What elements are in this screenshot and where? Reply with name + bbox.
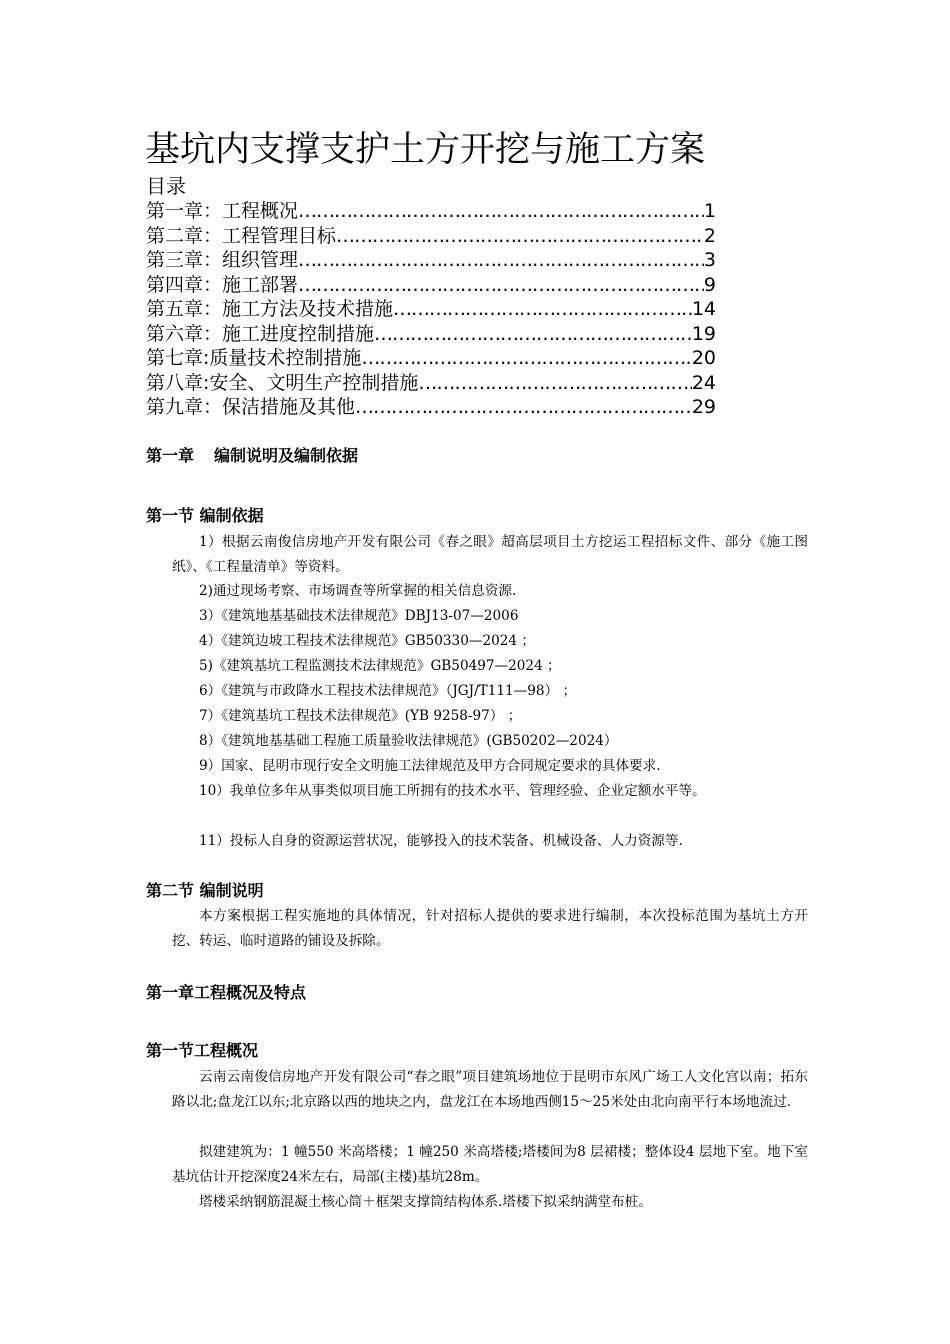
toc-page-number: 1 — [703, 200, 716, 222]
basis-item: 7）《建筑基坑工程技术法律规范》(YB 9258-97） ； — [199, 708, 522, 724]
section-heading: 第二节 编制说明 — [146, 881, 264, 900]
paragraph: 云南云南俊信房地产开发有限公司“春之眼”项目建筑场地位于昆明市东风广场工人文化宫以南；拓东路以北;盘龙江以东;北京路以西的地块之内，盘龙江在本场地西侧15～25米处由北向南平行本场地流过. — [172, 1069, 808, 1110]
basis-item: 9）国家、昆明市现行安全文明施工法律规范及甲方合同规定要求的具体要求. — [199, 758, 661, 774]
toc-item[interactable]: 第六章：施工进度控制措施 ……………………………………………………………………………………………………………… 19 — [146, 322, 716, 347]
basis-item: 2)通过现场考察、市场调查等所掌握的相关信息资源. — [199, 583, 517, 599]
basis-item: 3）《建筑地基基础技术法律规范》DBJ13-07—2006 — [199, 608, 519, 624]
basis-item: 1）根据云南俊信房地产开发有限公司《春之眼》超高层项目土方挖运工程招标文件、部分《施工图纸》、《工程量清单》等资料。 — [172, 534, 808, 575]
toc-leader-dots — [393, 297, 692, 322]
toc-item[interactable]: 第一章：工程概况 ……………………………………………………………………………………………………………… 1 — [146, 199, 716, 224]
toc-leader-dots — [298, 273, 704, 298]
basis-item: 10）我单位多年从事类似项目施工所拥有的技术水平、管理经验、企业定额水平等。 — [199, 783, 706, 799]
basis-item: 4）《建筑边坡工程技术法律规范》GB50330—2024 ； — [199, 633, 535, 649]
toc-item[interactable]: 第八章:安全、文明生产控制措施 ……………………………………………………………………………………………………………… 24 — [146, 371, 716, 396]
basis-item: 6）《建筑与市政降水工程技术法律规范》（JGJ/T111—98） ； — [199, 683, 577, 699]
toc-item[interactable]: 第五章：施工方法及技术措施 ……………………………………………………………………………………………………………… 14 — [146, 297, 716, 322]
section-heading: 第一节工程概况 — [146, 1041, 259, 1060]
toc-heading: 目录 — [146, 174, 186, 198]
toc-leader-dots — [361, 346, 691, 371]
toc-item[interactable]: 第九章：保洁措施及其他 ……………………………………………………………………………………………………………… 29 — [146, 395, 716, 420]
toc-leader-dots — [355, 395, 692, 420]
toc-page-number: 9 — [703, 273, 716, 296]
toc-page-number: 14 — [691, 298, 716, 320]
toc-leader-dots — [336, 224, 704, 249]
toc-page-number: 2 — [703, 224, 716, 247]
toc-leader-dots — [298, 199, 704, 224]
paragraph: 拟建建筑为：1 幢550 米高塔楼；1 幢250 米高塔楼;塔楼间为8 层裙楼；整体设4 层地下室。地下室基坑估计开挖深度24米左右，局部(主楼)基坑28m。 — [172, 1144, 808, 1185]
section-heading: 第一节 编制依据 — [146, 506, 264, 525]
table-of-contents — [146, 199, 716, 420]
basis-item: 5)《建筑基坑工程监测技术法律规范》GB50497—2024 ； — [199, 658, 561, 674]
paragraph: 塔楼采纳钢筋混凝土核心筒＋框架支撑筒结构体系.塔楼下拟采纳满堂布桩。 — [199, 1194, 652, 1210]
toc-item[interactable]: 第三章：组织管理 ……………………………………………………………………………………………………………… 3 — [146, 248, 716, 273]
document-title: 基坑内支撑支护土方开挖与施工方案 — [145, 130, 706, 170]
chapter-title: 编制说明及编制依据 — [214, 446, 359, 465]
chapter-heading — [146, 445, 358, 467]
toc-page-number: 29 — [691, 396, 716, 418]
toc-page-number: 24 — [691, 371, 716, 394]
toc-page-number: 19 — [691, 322, 716, 345]
toc-page-number: 20 — [691, 347, 716, 369]
toc-page-number: 3 — [703, 249, 716, 271]
toc-leader-dots — [418, 371, 691, 396]
toc-item[interactable]: 第二章：工程管理目标 ……………………………………………………………………………………………………………… 2 — [146, 224, 716, 249]
toc-item[interactable]: 第四章：施工部署 ……………………………………………………………………………………………………………… 9 — [146, 273, 716, 298]
basis-item: 11）投标人自身的资源运营状况，能够投入的技术装备、机械设备、人力资源等. — [199, 833, 683, 849]
paragraph: 本方案根据工程实施地的具体情况，针对招标人提供的要求进行编制，本次投标范围为基坑土方开挖、转运、临时道路的铺设及拆除。 — [172, 908, 808, 949]
toc-leader-dots — [374, 322, 692, 347]
toc-leader-dots — [298, 248, 704, 273]
toc-item[interactable]: 第七章:质量技术控制措施 ……………………………………………………………………………………………………………… 20 — [146, 346, 716, 371]
chapter-heading: 第一章工程概况及特点 — [146, 983, 307, 1002]
chapter-label: 第一章 — [146, 446, 195, 465]
basis-item: 8）《建筑地基基础工程施工质量验收法律规范》(GB50202—2024） — [199, 733, 618, 749]
